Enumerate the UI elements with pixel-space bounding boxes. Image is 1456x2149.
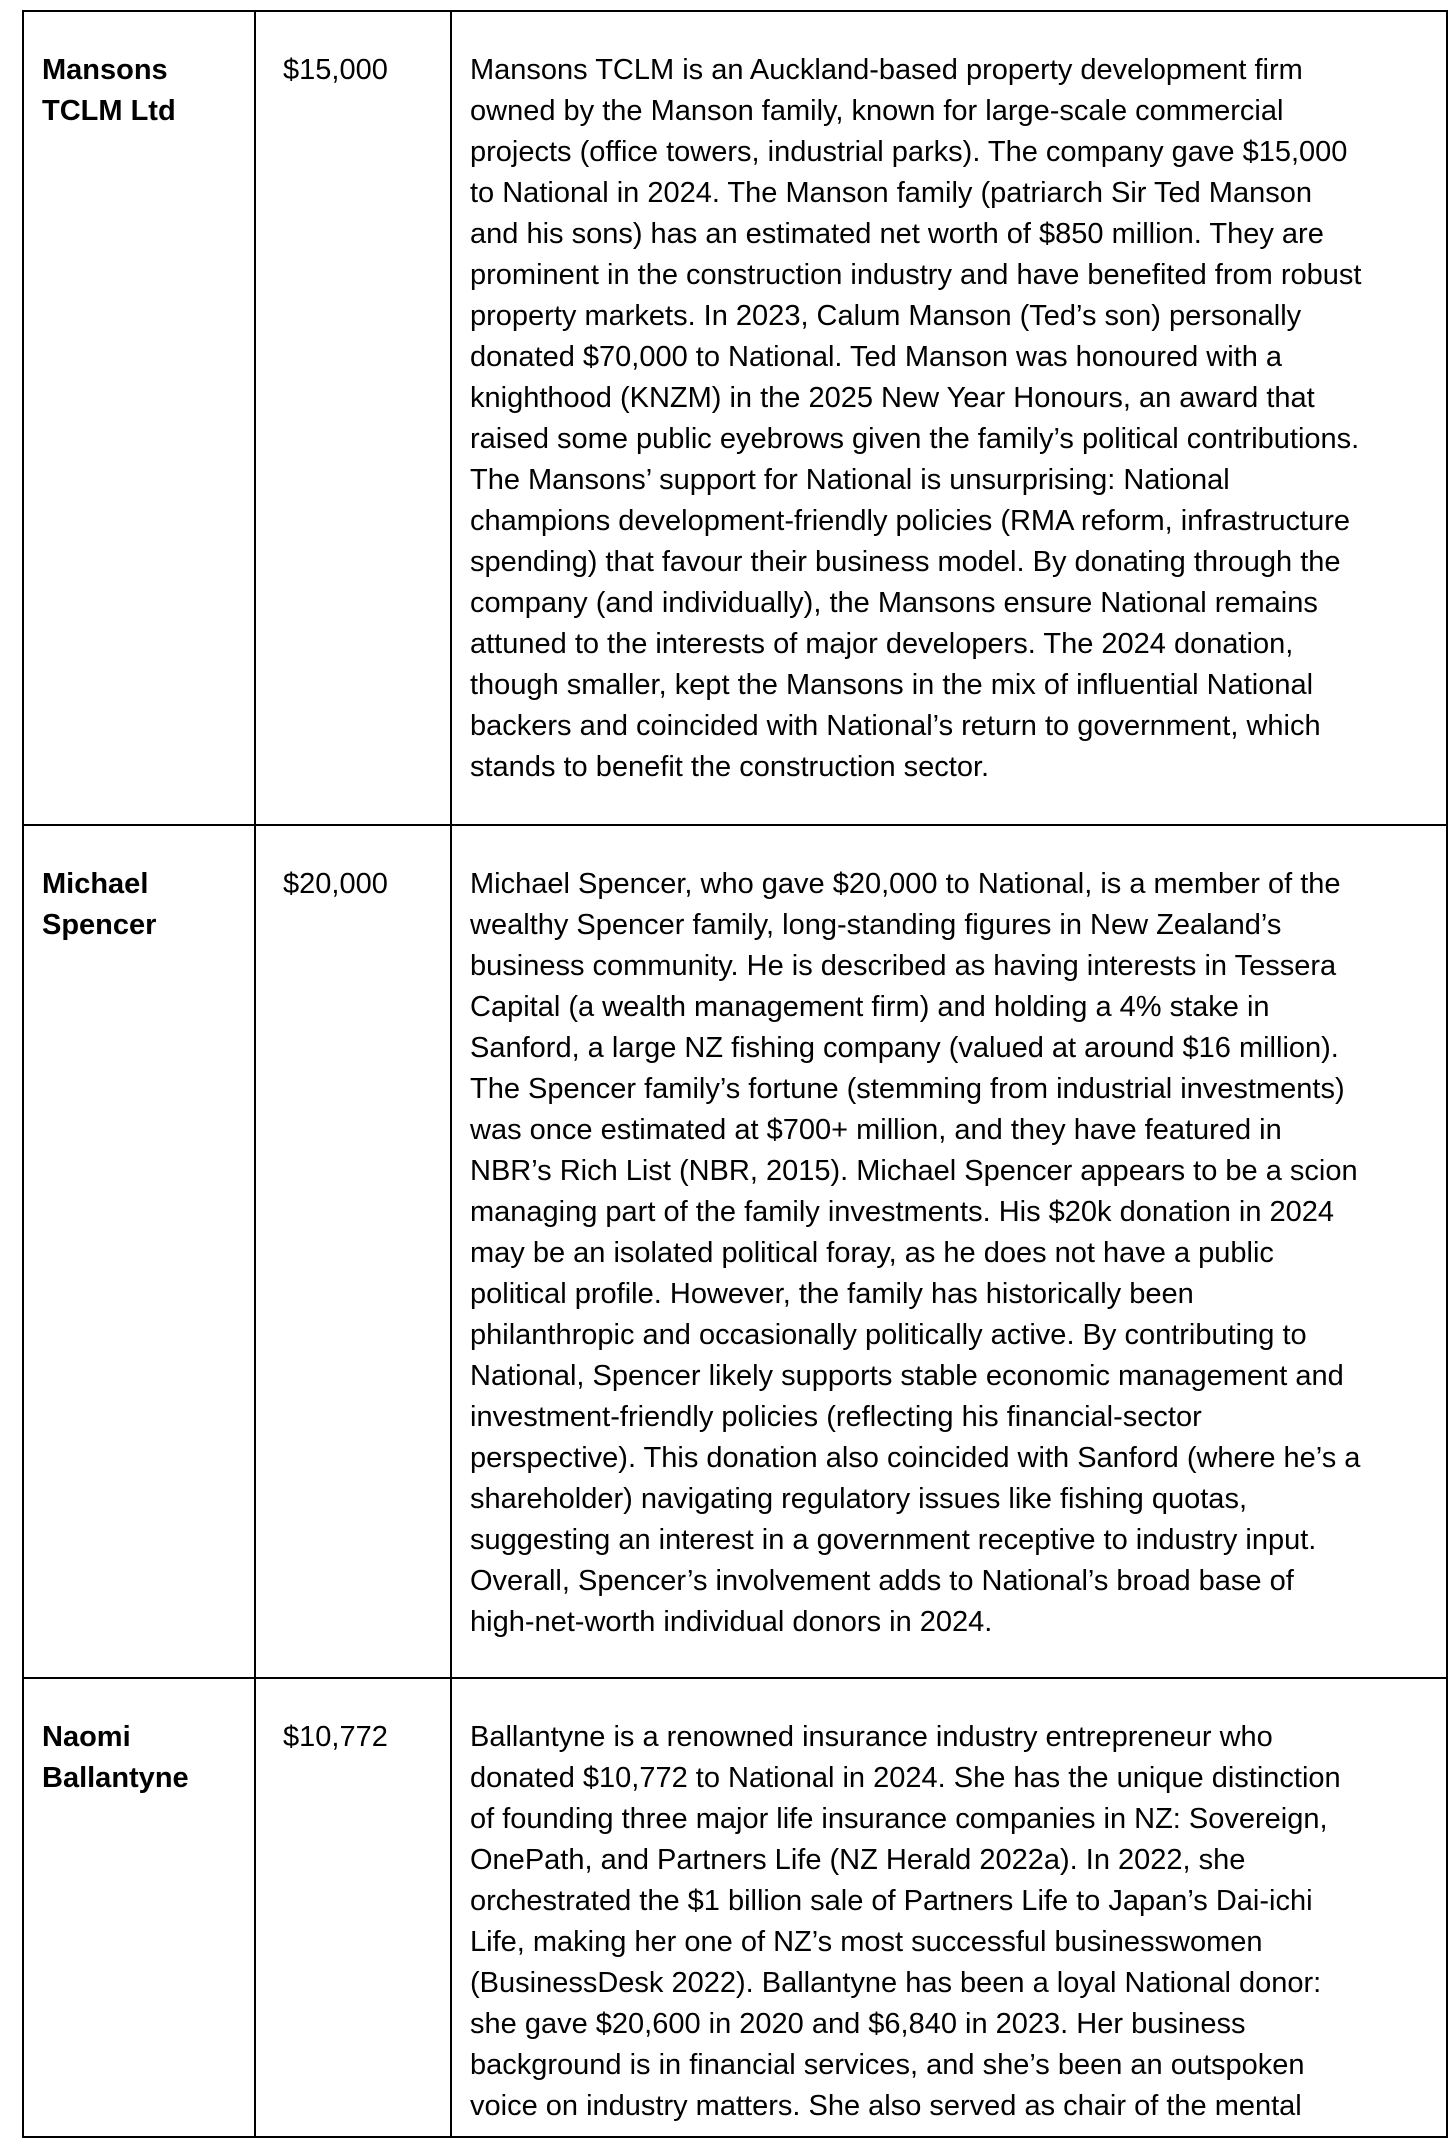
donor-name: Naomi Ballantyne <box>42 1721 189 1794</box>
donation-amount-cell <box>255 825 451 1678</box>
donation-amount: $10,772 <box>283 1721 388 1753</box>
donation-amount: $20,000 <box>283 868 388 900</box>
donation-amount: $15,000 <box>283 54 388 86</box>
table-row <box>23 1678 1447 2137</box>
donor-name-cell <box>23 1678 255 2137</box>
donations-table <box>22 10 1448 2138</box>
donor-name: Michael Spencer <box>42 868 157 941</box>
donor-description: Ballantyne is a renowned insurance industry entrepreneur who donated $10,772 to National in 2024. She has the unique distinction of founding three major life insurance companies in NZ: Sovereign, OnePath, and Partners Life (NZ Herald 2022a). In 2022, she orchestrated the $1 billion sale of Partners Life to Japan’s Dai-ichi Life, making her one of NZ’s most successful businesswomen (BusinessDesk 2022). Ballantyne has been a loyal National donor: she gave $20,600 in 2020 and $6,840 in 2023. Her business background is in financial services, and she’s been an outspoken voice on industry matters. She also served as chair of the mental <box>470 1721 1341 2122</box>
table-row <box>23 825 1447 1678</box>
donor-name: Mansons TCLM Ltd <box>42 54 176 127</box>
donor-description: Michael Spencer, who gave $20,000 to National, is a member of the wealthy Spencer family, long-standing figures in New Zealand’s business community. He is described as having interests in Tessera Capital (a wealth management firm) and holding a 4% stake in Sanford, a large NZ fishing company (valued at around $16 million). The Spencer family’s fortune (stemming from industrial investments) was once estimated at $700+ million, and they have featured in NBR’s Rich List (NBR, 2015). Michael Spencer appears to be a scion managing part of the family investments. His $20k donation in 2024 may be an isolated political foray, as he does not have a public political profile. However, the family has historically been philanthropic and occasionally politically active. By contributing to National, Spencer likely supports stable economic management and investment-friendly policies (reflecting his financial-sector perspective). This donation also coincided with Sanford (where he’s a shareholder) navigating regulatory issues like fishing quotas, suggesting an interest in a government receptive to industry input. Overall, Spencer’s involvement adds to National’s broad base of high-net-worth individual donors in 2024. <box>470 868 1361 1638</box>
table-row <box>23 11 1447 825</box>
donor-description: Mansons TCLM is an Auckland-based property development firm owned by the Manson family, known for large-scale commercial projects (office towers, industrial parks). The company gave $15,000 to National in 2024. The Manson family (patriarch Sir Ted Manson and his sons) has an estimated net worth of $850 million. They are prominent in the construction industry and have benefited from robust property markets. In 2023, Calum Manson (Ted’s son) personally donated $70,000 to National. Ted Manson was honoured with a knighthood (KNZM) in the 2025 New Year Honours, an award that raised some public eyebrows given the family’s political contributions. The Mansons’ support for National is unsurprising: National champions development-friendly policies (RMA reform, infrastructure spending) that favour their business model. By donating through the company (and individually), the Mansons ensure National remains attuned to the interests of major developers. The 2024 donation, though smaller, kept the Mansons in the mix of influential National backers and coincided with National’s return to government, which stands to benefit the construction sector. <box>470 54 1362 783</box>
donor-description-cell <box>451 1678 1447 2137</box>
donor-name-cell <box>23 825 255 1678</box>
donation-amount-cell <box>255 1678 451 2137</box>
donor-name-cell <box>23 11 255 825</box>
donor-description-cell <box>451 11 1447 825</box>
donor-description-cell <box>451 825 1447 1678</box>
donation-amount-cell <box>255 11 451 825</box>
